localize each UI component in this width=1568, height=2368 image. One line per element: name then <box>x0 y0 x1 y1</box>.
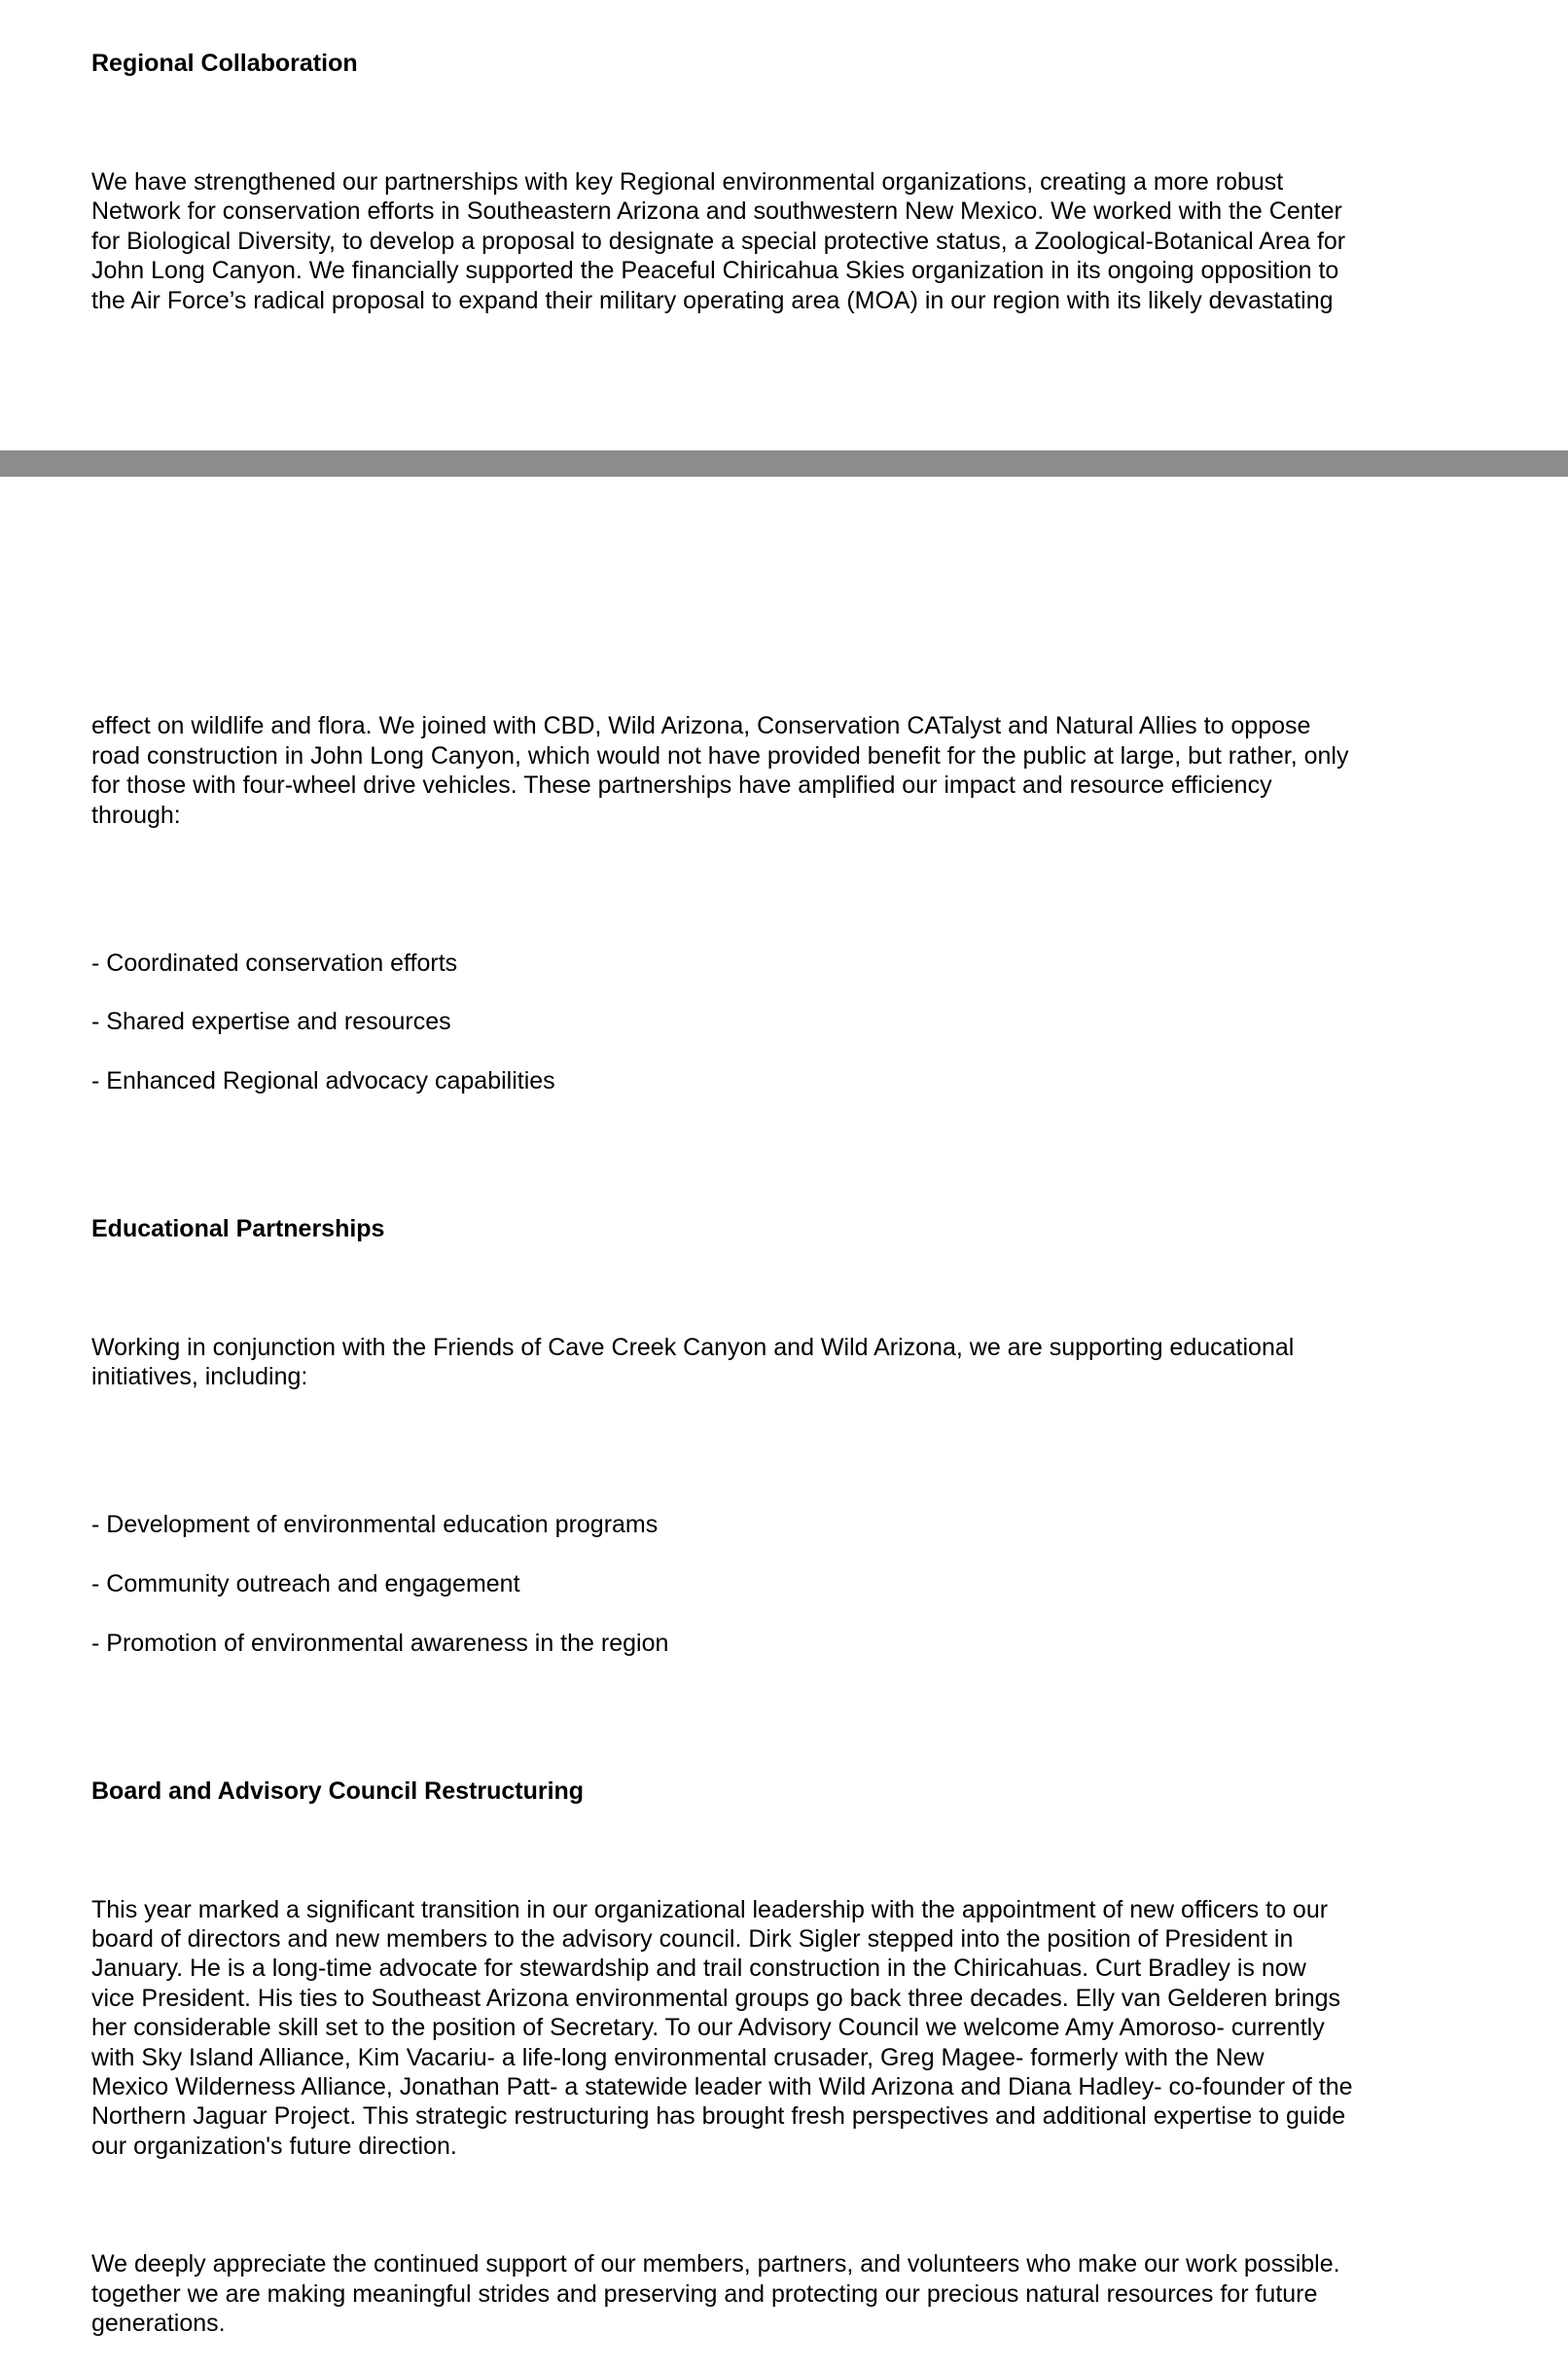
spacer <box>91 2191 1434 2220</box>
heading-board-restructuring: Board and Advisory Council Restructuring <box>91 1776 585 1805</box>
page-1-content <box>91 19 1434 344</box>
regional-benefits-list <box>91 918 1434 1126</box>
spacer <box>91 1274 1434 1303</box>
spacer <box>91 108 1434 137</box>
list-item: - Shared expertise and resources <box>91 1008 451 1036</box>
document-page-1 <box>0 0 1568 450</box>
list-item: - Community outreach and engagement <box>91 1570 520 1598</box>
heading-regional-collaboration: Regional Collaboration <box>91 50 358 78</box>
spacer <box>91 1155 1434 1184</box>
page-break-separator <box>0 450 1568 477</box>
heading-educational-partnerships: Educational Partnerships <box>91 1215 385 1243</box>
paragraph-board-restructuring: This year marked a significant transition in our organizational leadership with the appointment of new officers to our board of directors and new members to the advisory council. Dirk Sigler stepped into the position of President in January. He is a long-time advocate for stewardship and trail construction in the Chiricahuas. Curt Bradley is now vice President. His ties to Southeast Arizona environmental groups go back three decades. Elly van Gelderen brings her considerable skill set to the position of Secretary. To our Advisory Council we welcome Amy Amoroso- currently with Sky Island Alliance, Kim Vacariu- a life-long environmental crusader, Greg Magee- formerly with the New Mexico Wilderness Alliance, Jonathan Patt- a statewide leader with Wild Arizona and Diana Hadley- co-founder of the Northern Jaguar Project. This strategic restructuring has brought fresh perspectives and additional expertise to guide our organization's future direction. <box>91 1895 1353 2160</box>
spacer <box>91 1717 1434 1746</box>
list-item: - Coordinated conservation efforts <box>91 949 458 977</box>
spacer <box>91 1421 1434 1451</box>
list-item: - Enhanced Regional advocacy capabilities <box>91 1067 555 1095</box>
list-item: - Promotion of environmental awareness in the region <box>91 1629 669 1657</box>
list-item: - Development of environmental education programs <box>91 1511 659 1539</box>
page-2-content <box>91 682 1434 2368</box>
paragraph-regional-continuation: effect on wildlife and flora. We joined with CBD, Wild Arizona, Conservation CATalyst and Natural Allies to oppose road construction in John Long Canyon, which would not have provided benefit for the public at large, but rather, only for those with four-wheel drive vehicles. These partnerships have amplified our impact and resource efficiency through: <box>91 712 1349 829</box>
spacer <box>91 1836 1434 1865</box>
paragraph-educational-partnerships: Working in conjunction with the Friends of Cave Creek Canyon and Wild Arizona, we are supporting educational initiatives, including: <box>91 1333 1295 1391</box>
document-page-2 <box>0 477 1568 2338</box>
paragraph-regional-collaboration: We have strengthened our partnerships with key Regional environmental organizations, creating a more robust Network for conservation efforts in Southeastern Arizona and southwestern New Mexico. We worked with the Center for Biological Diversity, to develop a proposal to designate a special protective status, a Zoological-Botanical Area for John Long Canyon. We financially supported the Peaceful Chiricahua Skies organization in its ongoing opposition to the Air Force’s radical proposal to expand their military operating area (MOA) in our region with its likely devastating <box>91 168 1346 314</box>
paragraph-closing: We deeply appreciate the continued support of our members, partners, and volunteers who make our work possible. together we are making meaningful strides and preserving and protecting our precious natural resources for future generations. <box>91 2250 1340 2338</box>
educational-initiatives-list <box>91 1481 1434 1688</box>
spacer <box>91 859 1434 888</box>
